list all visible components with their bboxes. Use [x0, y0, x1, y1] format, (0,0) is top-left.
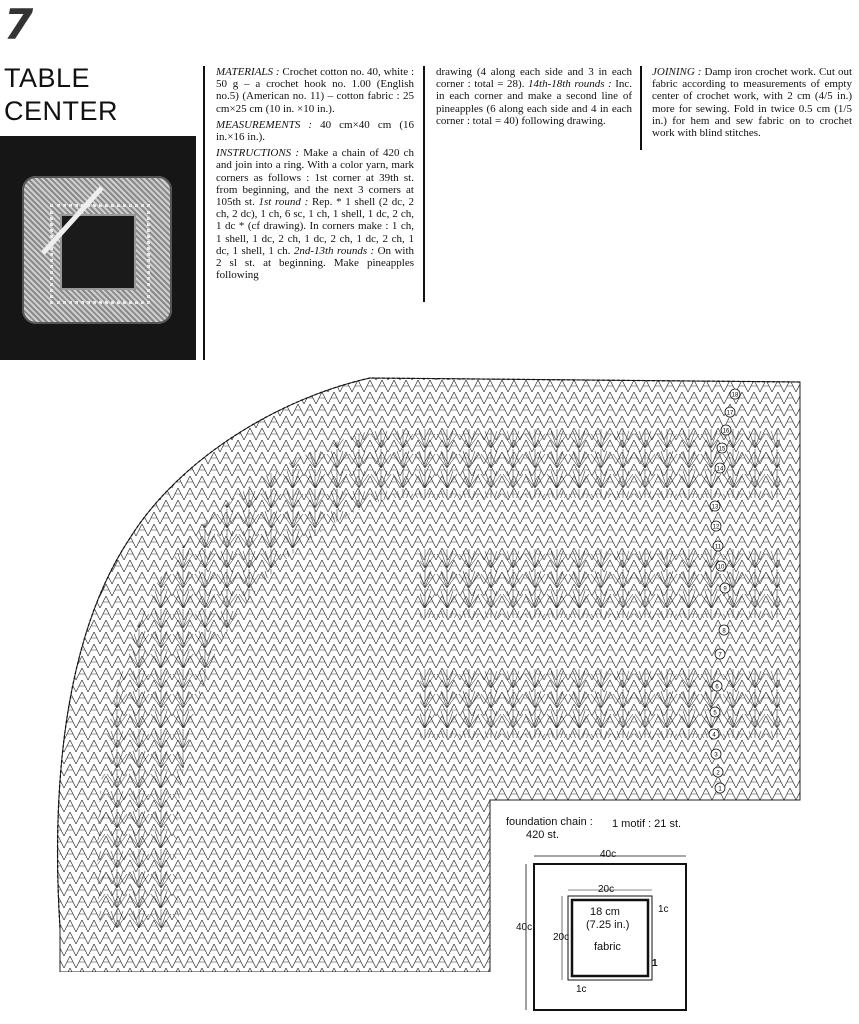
instructions-label: INSTRUCTIONS :: [216, 147, 300, 160]
fabric-size-in: (7.25 in.): [586, 919, 630, 931]
round1-text: Rep. * 1 shell (2 dc, 2 ch, 2 dc), 1 ch, 6 sc, 1 ch, 1 shell, 1 dc, 2 ch, 1 dc * (cf drawing). In corners make : 1 ch, 1 shell, 1 dc, 2 ch, 1 dc, 2 ch, 1 dc, 2 ch, 1 dc, 1 shell, 1 ch.: [216, 196, 415, 257]
round1-label: 1st round :: [258, 196, 309, 209]
pineapple-count-text: drawing (4 along each side and 3 in each corner : total = 28).: [436, 66, 632, 91]
title-line-2: CENTER: [4, 96, 119, 126]
rounds-column: [436, 66, 632, 131]
round-number: 13: [711, 504, 719, 511]
round-number: 5: [713, 710, 717, 717]
materials-column: [216, 66, 414, 285]
measurements-paragraph: [216, 119, 414, 143]
rounds14-label: 14th-18th rounds :: [528, 78, 612, 91]
motif-label: 1 motif : 21 st.: [612, 818, 682, 830]
round-number: 11: [714, 544, 722, 551]
round-number: 14: [716, 466, 724, 473]
materials-paragraph: [216, 66, 414, 115]
round-number: 7: [718, 652, 722, 659]
outer-width-label: 40c: [600, 849, 617, 860]
instructions-text: Make a chain of 420 ch and join into a ring. With a color yarn, mark corners as follows : 1st corner at 39th st. from beginning, and the next 3 corners at 105th st.: [216, 147, 415, 209]
column-divider: [203, 66, 205, 360]
rounds14-text: Inc. in each corner and make a second line of pineapples (6 along each side and 4 in each corner : total = 40) following drawing.: [436, 78, 633, 127]
round-number: 12: [712, 524, 720, 531]
pattern-number: 7: [4, 0, 34, 49]
page-title: [4, 62, 118, 128]
round-number: 17: [726, 410, 734, 417]
foundation-line-1: foundation chain :: [506, 816, 593, 828]
column-divider: [423, 66, 425, 302]
round-number: 8: [722, 628, 726, 635]
outer-height-label: 40c: [516, 922, 533, 933]
round-number: 6: [715, 684, 719, 691]
column-divider: [640, 66, 642, 150]
joining-text: Damp iron crochet work. Cut out fabric according to measurements of empty center of crochet work, with 2 cm (4/5 in.) more for sewing. Fold in twice 0.5 cm (1/5 in.) for hem and sew fabric on to crochet work with blind stitches.: [652, 66, 853, 140]
rounds2-label: 2nd-13th rounds :: [293, 244, 375, 257]
foundation-line-2: 420 st.: [526, 829, 560, 841]
joining-label: JOINING :: [652, 66, 702, 78]
fabric-schematic: [520, 848, 710, 1016]
fabric-size-cm: 18 cm: [590, 906, 620, 918]
round-number: 15: [718, 446, 726, 453]
inner-height-label: 20c: [553, 932, 570, 943]
corner-marker: 1: [652, 958, 658, 969]
round-number: 16: [722, 428, 730, 435]
inner-width-label: 20c: [598, 884, 615, 895]
foundation-chain-label: [506, 816, 593, 842]
measurements-label: MEASUREMENTS :: [216, 118, 313, 131]
round-number: 4: [712, 732, 716, 739]
title-line-1: TABLE: [4, 63, 91, 93]
joining-column: [652, 66, 852, 143]
materials-label: MATERIALS :: [216, 66, 280, 78]
rounds2-text: On with 2 sl st. at beginning. Make pineapples following: [216, 244, 414, 282]
rounds-paragraph: [436, 66, 632, 127]
round-number: 10: [717, 564, 725, 571]
measurements-text: 40 cm×40 cm (16 in.×16 in.).: [216, 118, 415, 144]
joining-paragraph: [652, 66, 852, 139]
materials-text: Crochet cotton no. 40, white : 50 g – a crochet hook no. 1.00 (English no.5) (American no. 11) – cotton fabric : 25 cm×25 cm (10 in. ×10 in.).: [216, 66, 415, 115]
instructions-paragraph: [216, 147, 414, 281]
round-number: 3: [714, 752, 718, 759]
round-number: 2: [716, 770, 720, 777]
corner-label: 1c: [576, 984, 587, 995]
round-number: 18: [731, 392, 739, 399]
corner-label: 1c: [658, 904, 669, 915]
chart-fan-band: [420, 668, 780, 738]
fabric-label: fabric: [594, 941, 621, 953]
doily-center: [60, 214, 136, 290]
round-number: 1: [718, 786, 722, 793]
round-number: 9: [723, 586, 727, 593]
